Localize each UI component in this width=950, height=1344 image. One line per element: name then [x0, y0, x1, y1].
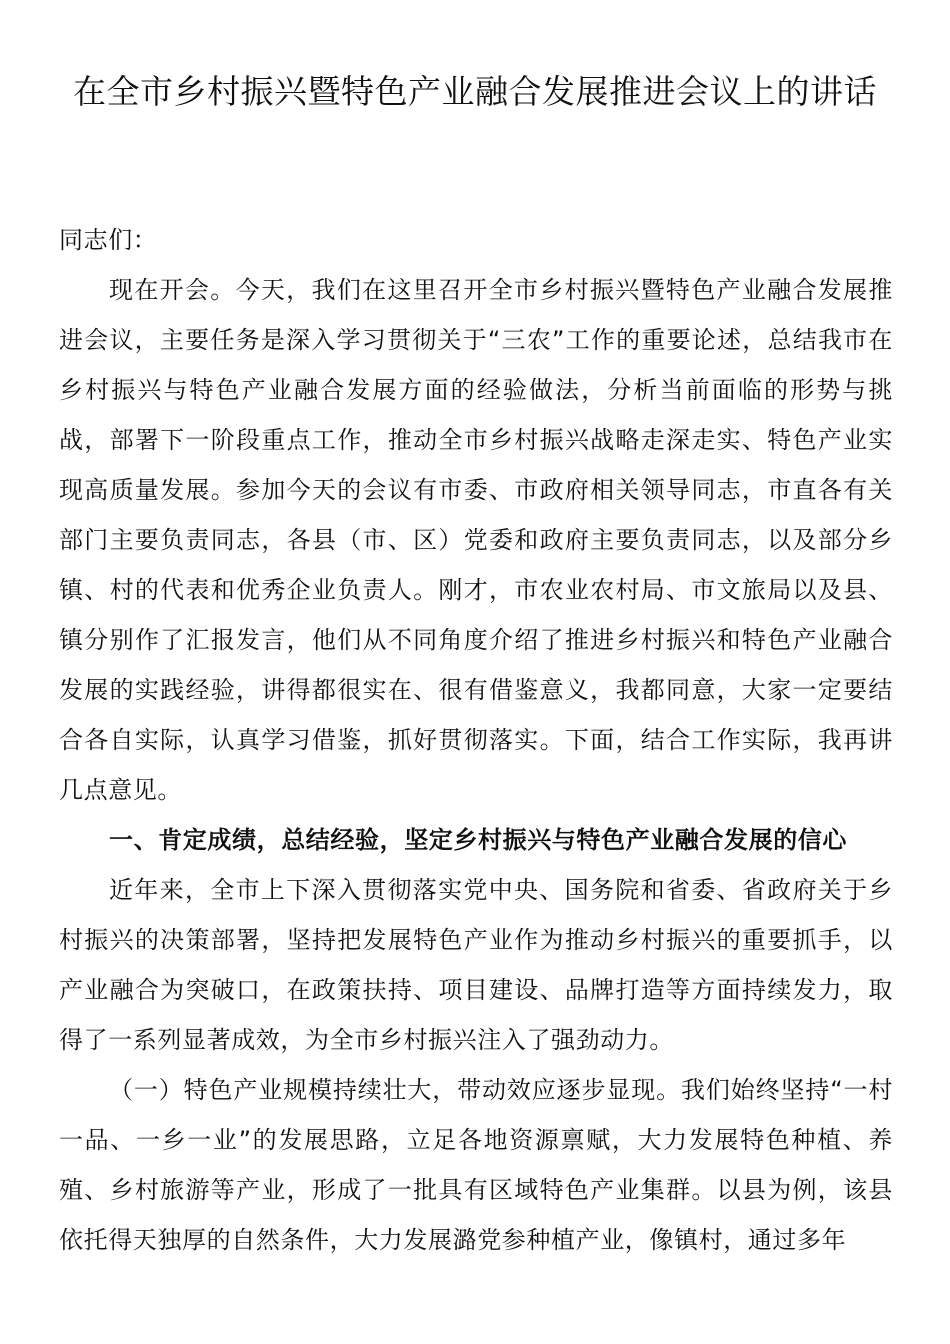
salutation: 同志们：: [59, 226, 158, 254]
document-title: 在全市乡村振兴暨特色产业融合发展推进会议上的讲话: [73, 72, 877, 111]
paragraph-opening: 现在开会。今天，我们在这里召开全市乡村振兴暨特色产业融合发展推进会议，主要任务是深入学习贯彻关于“三农”工作的重要论述，总结我市在乡村振兴与特色产业融合发展方面的经验做法，分析当前面临的形势与挑战，部署下一阶段重点工作，推动全市乡村振兴战略走深走实、特色产业实现高质量发展。参加今天的会议有市委、市政府相关领导同志，市直各有关部门主要负责同志，各县（市、区）党委和政府主要负责同志，以及部分乡镇、村的代表和优秀企业负责人。刚才，市农业农村局、市文旅局以及县、镇分别作了汇报发言，他们从不同角度介绍了推进乡村振兴和特色产业融合发展的实践经验，讲得都很实在、很有借鉴意义，我都同意，大家一定要结合各自实际，认真学习借鉴，抓好贯彻落实。下面，结合工作实际，我再讲几点意见。: [59, 276, 893, 804]
document-body: [59, 215, 893, 1265]
paragraph-achievements: 近年来，全市上下深入贯彻落实党中央、国务院和省委、省政府关于乡村振兴的决策部署，坚持把发展特色产业作为推动乡村振兴的重要抓手，以产业融合为突破口，在政策扶持、项目建设、品牌打造等方面持续发力，取得了一系列显著成效，为全市乡村振兴注入了强劲动力。: [59, 876, 893, 1054]
section-heading: 一、肯定成绩，总结经验，坚定乡村振兴与特色产业融合发展的信心: [109, 826, 847, 854]
paragraph-industry-scale: （一）特色产业规模持续壮大，带动效应逐步显现。我们始终坚持“一村一品、一乡一业”的发展思路，立足各地资源禀赋，大力发展特色种植、养殖、乡村旅游等产业，形成了一批具有区域特色产业集群。以县为例，该县依托得天独厚的自然条件，大力发展潞党参种植产业，像镇村，通过多年: [59, 1076, 893, 1254]
